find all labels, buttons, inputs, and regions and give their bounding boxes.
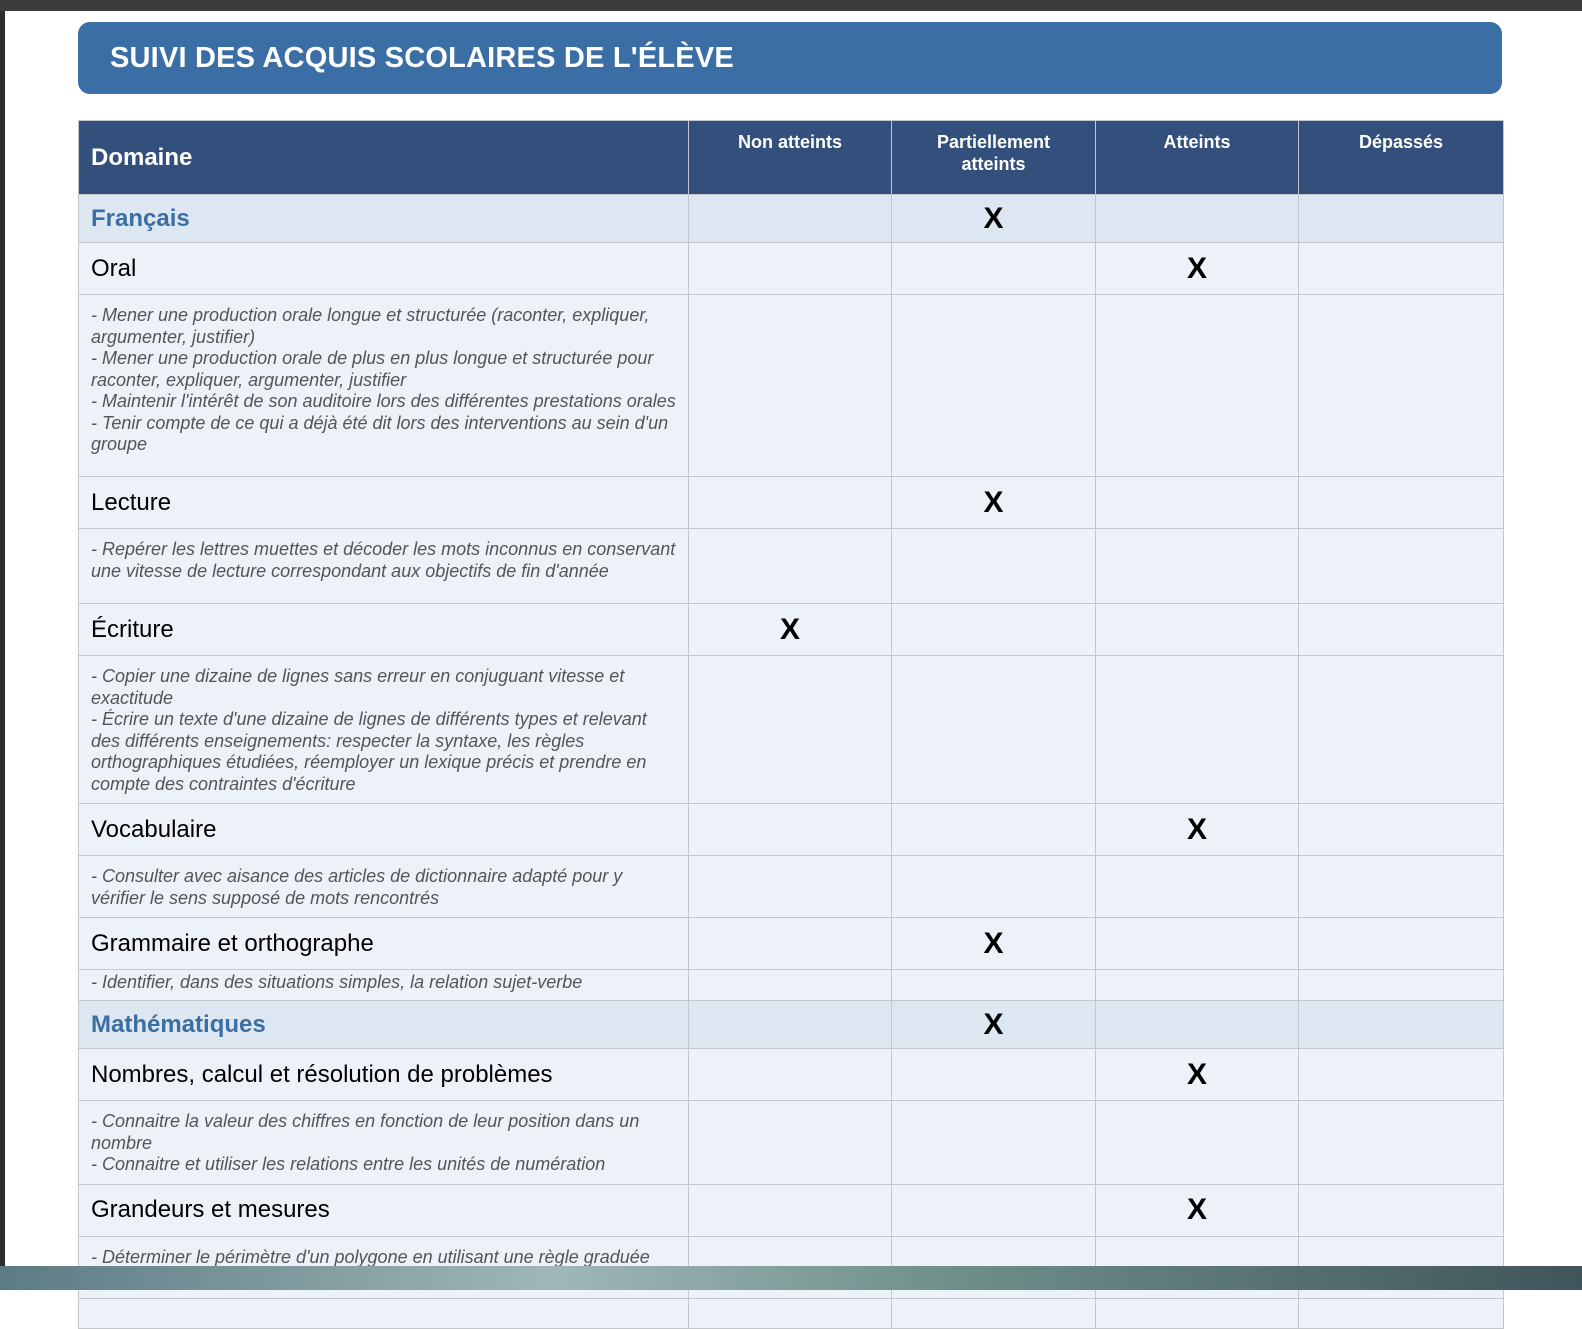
level-cell	[1096, 918, 1299, 970]
empty-cell	[689, 856, 892, 918]
skill-item: - Connaitre et utiliser les relations entre les unités de numération	[91, 1154, 606, 1174]
level-cell	[892, 1049, 1096, 1101]
table-row	[79, 529, 1504, 604]
empty-cell	[1299, 656, 1504, 804]
level-cell	[1096, 1049, 1299, 1101]
column-header-non-atteints: Non atteints	[689, 121, 892, 195]
column-header-depasses: Dépassés	[1299, 121, 1504, 195]
level-cell	[1299, 918, 1504, 970]
level-cell	[689, 1184, 892, 1236]
level-cell	[689, 1049, 892, 1101]
empty-cell	[1096, 856, 1299, 918]
table-row	[79, 295, 1504, 477]
level-mark: X	[1186, 251, 1207, 285]
level-cell	[689, 1001, 892, 1049]
subdomain-label: Grammaire et orthographe	[79, 918, 689, 970]
empty-cell	[1096, 1101, 1299, 1185]
table-header-row	[79, 121, 1504, 195]
level-cell	[892, 1184, 1096, 1236]
level-cell	[1096, 1001, 1299, 1049]
level-mark: X	[983, 485, 1004, 519]
level-mark: X	[983, 1007, 1004, 1041]
skill-item: - Consulter avec aisance des articles de dictionnaire adapté pour y vérifier le sens supposé de mots rencontrés	[91, 866, 623, 908]
skill-description	[79, 295, 689, 477]
level-cell	[1096, 195, 1299, 243]
table-row	[79, 1001, 1504, 1049]
table-row	[79, 1049, 1504, 1101]
level-cell	[689, 243, 892, 295]
empty-cell	[689, 970, 892, 1001]
empty-cell	[1096, 529, 1299, 604]
level-cell	[1299, 1049, 1504, 1101]
table-row	[79, 856, 1504, 918]
skill-description	[79, 856, 689, 918]
subdomain-label: Vocabulaire	[79, 804, 689, 856]
skill-item: - Mener une production orale longue et structurée (raconter, expliquer, argumenter, justifier)	[91, 305, 650, 347]
empty-cell	[892, 656, 1096, 804]
category-label: Mathématiques	[79, 1001, 689, 1049]
document-page	[5, 11, 1565, 1266]
skill-item: - Déterminer le périmètre d'un polygone en utilisant une règle graduée	[91, 1246, 650, 1267]
skill-description	[79, 529, 689, 604]
level-cell	[1299, 804, 1504, 856]
level-cell	[892, 804, 1096, 856]
empty-cell	[1096, 1298, 1299, 1328]
empty-cell	[892, 856, 1096, 918]
empty-cell	[689, 1298, 892, 1328]
skill-item: - Connaitre la valeur des chiffres en fonction de leur position dans un nombre	[91, 1111, 640, 1153]
level-cell	[1299, 1001, 1504, 1049]
skill-item: - Tenir compte de ce qui a déjà été dit lors des interventions au sein d'un groupe	[91, 412, 669, 454]
level-cell	[892, 477, 1096, 529]
empty-cell	[892, 970, 1096, 1001]
subdomain-label: Oral	[79, 243, 689, 295]
level-cell	[1096, 1184, 1299, 1236]
subdomain-label: Nombres, calcul et résolution de problèmes	[79, 1049, 689, 1101]
skill-item: - Repérer les lettres muettes et décoder les mots inconnus en conservant une vitesse de lecture correspondant aux objectifs de fin d'année	[91, 539, 676, 581]
column-header-atteints: Atteints	[1096, 121, 1299, 195]
skill-item: - Copier une dizaine de lignes sans erreur en conjuguant vitesse et exactitude	[91, 666, 625, 708]
column-header-domaine: Domaine	[79, 121, 689, 195]
empty-cell	[1096, 656, 1299, 804]
desktop-background-strip	[0, 1266, 1582, 1290]
level-cell	[892, 604, 1096, 656]
empty-cell	[1299, 1298, 1504, 1328]
table-row	[79, 656, 1504, 804]
empty-cell	[1096, 970, 1299, 1001]
level-mark: X	[1186, 812, 1207, 846]
skill-item: - Écrire un texte d'une dizaine de lignes de différents types et relevant des différents enseignements: respecter la syntaxe, les règles orthographiques étudiées, réemployer un lexique précis et prendre en compte des contraintes d'écriture	[91, 709, 647, 794]
level-cell	[689, 918, 892, 970]
empty-cell	[79, 1298, 689, 1328]
level-cell	[1096, 477, 1299, 529]
level-cell	[1299, 1184, 1504, 1236]
level-cell	[689, 195, 892, 243]
empty-cell	[1299, 529, 1504, 604]
level-cell	[1299, 477, 1504, 529]
table-row	[79, 1298, 1504, 1328]
level-cell	[892, 195, 1096, 243]
level-cell	[1096, 804, 1299, 856]
level-cell	[1299, 195, 1504, 243]
title-banner	[78, 22, 1502, 94]
empty-cell	[689, 656, 892, 804]
level-mark: X	[983, 926, 1004, 960]
subdomain-label: Grandeurs et mesures	[79, 1184, 689, 1236]
level-cell	[689, 804, 892, 856]
table-row	[79, 1101, 1504, 1185]
table-row	[79, 1184, 1504, 1236]
page-title: SUIVI DES ACQUIS SCOLAIRES DE L'ÉLÈVE	[110, 41, 734, 74]
level-mark: X	[1186, 1057, 1207, 1091]
empty-cell	[1299, 1101, 1504, 1185]
empty-cell	[892, 295, 1096, 477]
acquis-table	[78, 120, 1504, 1329]
skill-description	[79, 1101, 689, 1185]
empty-cell	[892, 1298, 1096, 1328]
empty-cell	[892, 1101, 1096, 1185]
level-cell	[1096, 243, 1299, 295]
level-mark: X	[779, 612, 800, 646]
table-row	[79, 195, 1504, 243]
empty-cell	[1299, 970, 1504, 1001]
level-cell	[1299, 243, 1504, 295]
empty-cell	[689, 295, 892, 477]
level-cell	[892, 918, 1096, 970]
table-row	[79, 918, 1504, 970]
empty-cell	[689, 1101, 892, 1185]
subdomain-label: Écriture	[79, 604, 689, 656]
skill-item: - Identifier, dans des situations simples, la relation sujet-verbe	[91, 972, 583, 992]
table-row	[79, 243, 1504, 295]
level-mark: X	[1186, 1193, 1207, 1226]
empty-cell	[1299, 856, 1504, 918]
level-mark: X	[983, 201, 1004, 235]
skill-description	[79, 970, 689, 1001]
table-row	[79, 477, 1504, 529]
empty-cell	[892, 529, 1096, 604]
empty-cell	[689, 529, 892, 604]
table-row	[79, 804, 1504, 856]
level-cell	[689, 477, 892, 529]
empty-cell	[1299, 295, 1504, 477]
table-row	[79, 970, 1504, 1001]
skill-item: - Mener une production orale de plus en plus longue et structurée pour raconter, expliquer, argumenter, justifier	[91, 348, 654, 390]
window-top-bar	[0, 0, 1582, 11]
table-row	[79, 604, 1504, 656]
level-cell	[1299, 604, 1504, 656]
level-cell	[892, 243, 1096, 295]
level-cell	[689, 604, 892, 656]
level-cell	[1096, 604, 1299, 656]
category-label: Français	[79, 195, 689, 243]
subdomain-label: Lecture	[79, 477, 689, 529]
empty-cell	[1096, 295, 1299, 477]
skill-description	[79, 656, 689, 804]
column-header-partiellement-atteints: Partiellement atteints	[892, 121, 1096, 195]
level-cell	[892, 1001, 1096, 1049]
skill-item: - Maintenir l'intérêt de son auditoire lors des différentes prestations orales	[91, 391, 676, 411]
